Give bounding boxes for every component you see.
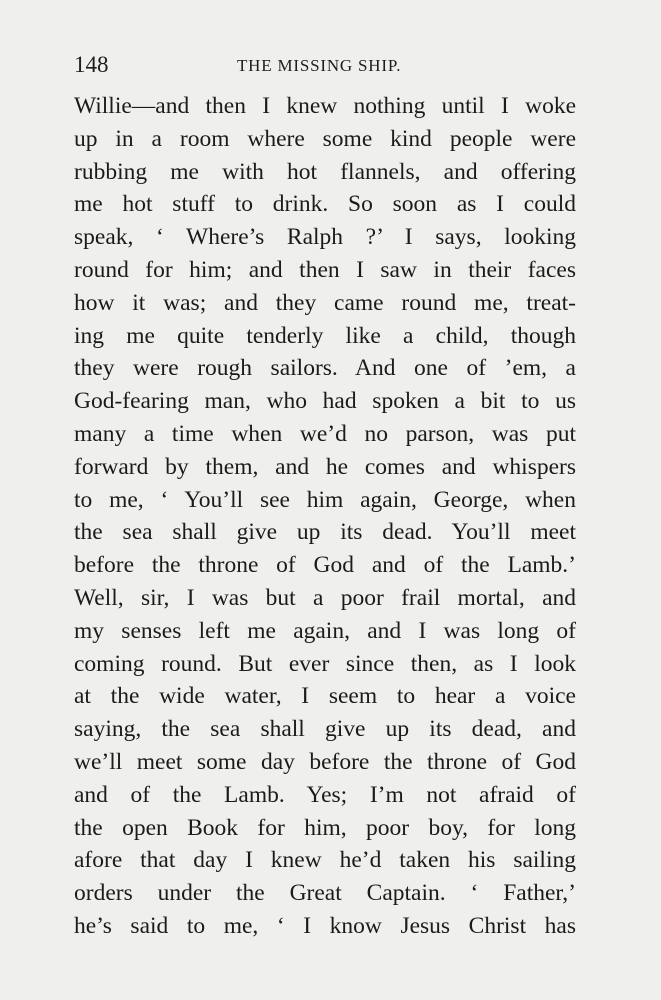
text-line: to me, ‘ You’ll see him again, George, when: [74, 486, 576, 513]
text-line: round for him; and then I saw in their faces: [74, 256, 576, 283]
text-line: my senses left me again, and I was long of: [74, 617, 576, 644]
text-line: Well, sir, I was but a poor frail mortal, and: [74, 584, 576, 611]
text-line: Willie—and then I knew nothing until I woke: [74, 93, 576, 119]
text-line: saying, the sea shall give up its dead, and: [74, 716, 576, 743]
text-line: speak, ‘ Where’s Ralph ?’ I says, looking: [74, 224, 576, 251]
text-line: and of the Lamb. Yes; I’m not afraid of: [74, 781, 576, 808]
text-line: rubbing me with hot flannels, and offering: [74, 158, 576, 185]
text-line: coming round. But ever since then, as I look: [74, 650, 576, 677]
text-line: forward by them, and he comes and whispers: [74, 453, 576, 480]
running-head: [74, 50, 576, 86]
text-line: we’ll meet some day before the throne of God: [74, 748, 576, 775]
text-line: up in a room where some kind people were: [74, 125, 576, 152]
body-text: [74, 90, 576, 943]
text-line: many a time when we’d no parson, was put: [74, 420, 576, 447]
text-line: ing me quite tenderly like a child, though: [74, 322, 576, 349]
text-line: the sea shall give up its dead. You’ll meet: [74, 519, 576, 546]
text-line: he’s said to me, ‘ I know Jesus Christ has: [74, 912, 576, 939]
text-line: the open Book for him, poor boy, for long: [74, 814, 576, 841]
text-line: before the throne of God and of the Lamb.’: [74, 552, 576, 579]
text-line: me hot stuff to drink. So soon as I could: [74, 191, 576, 218]
text-line: afore that day I knew he’d taken his sailing: [74, 847, 576, 874]
text-line: God-fearing man, who had spoken a bit to us: [74, 388, 576, 415]
text-line: at the wide water, I seem to hear a voice: [74, 683, 576, 710]
page-number: 148: [74, 52, 109, 77]
text-line: how it was; and they came round me, treat-: [74, 289, 576, 316]
text-line: orders under the Great Captain. ‘ Father,’: [74, 880, 576, 907]
running-title: THE MISSING SHIP.: [237, 56, 402, 75]
text-line: they were rough sailors. And one of ’em, a: [74, 355, 576, 382]
